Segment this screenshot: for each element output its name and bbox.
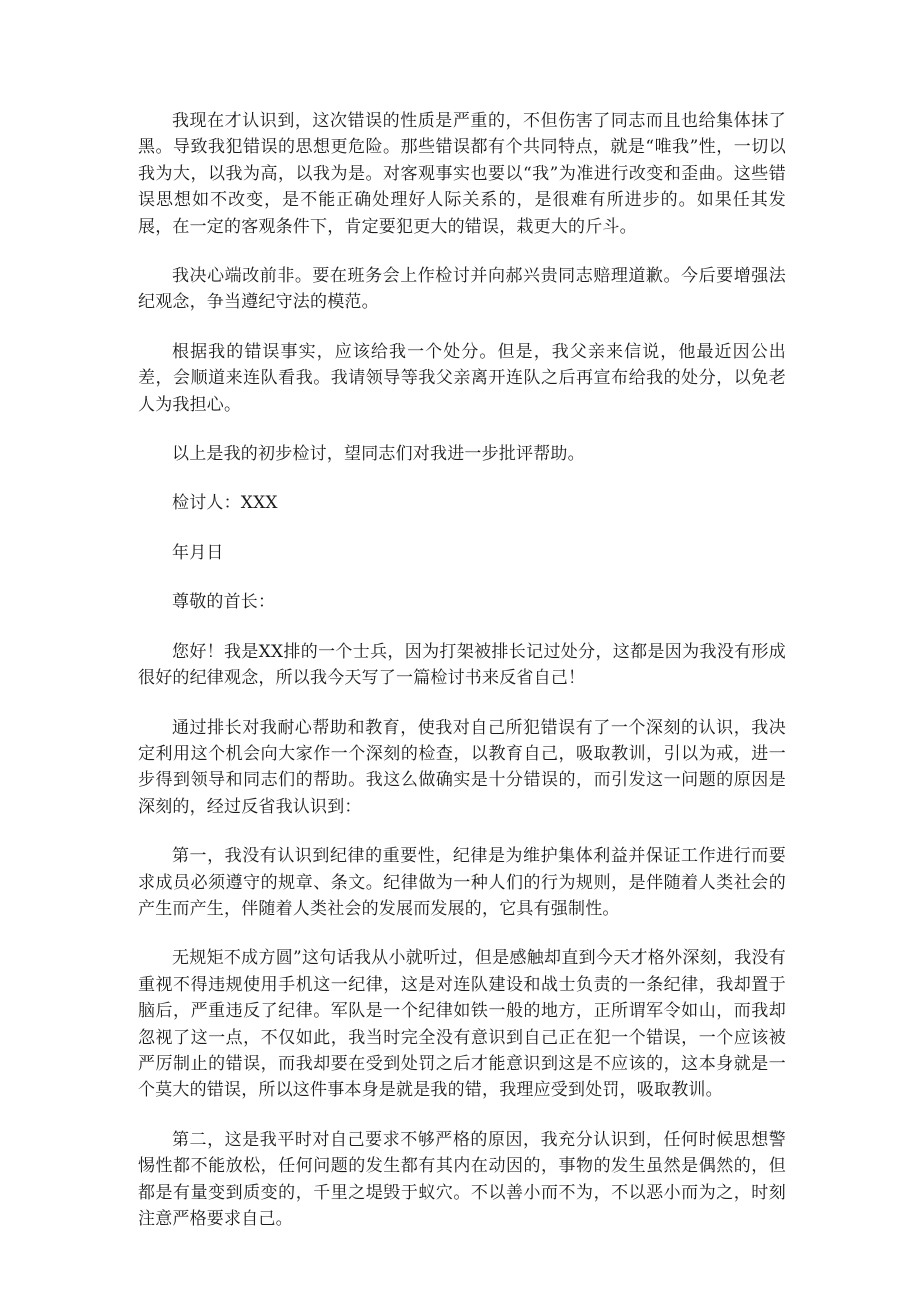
paragraph-first-point: 第一，我没有认识到纪律的重要性，纪律是为维护集体利益并保证工作进行而要求成员必须遵守的规章、条文。纪律做为一种人们的行为规则，是伴随着人类社会的产生而产生，伴随着人类社会的发展而发展的，它具有强制性。: [138, 846, 786, 919]
paragraph-second-point: 第二，这是我平时对自己要求不够严格的原因，我充分认识到，任何时候思想警惕性都不能放松，任何问题的发生都有其内在动因的，事物的发生虽然是偶然的，但都是有量变到质变的，千里之堤毁于蚁穴。不以善小而不为，不以恶小而为之，时刻注意严格要求自己。: [138, 1129, 786, 1229]
paragraph-reflection: 通过排长对我耐心帮助和教育，使我对自己所犯错误有了一个深刻的认识，我决定利用这个机会向大家作一个深刻的检查，以教育自己，吸取教训，引以为戒，进一步得到领导和同志们的帮助。我这么做确实是十分错误的，而引发这一问题的原因是深刻的，经过反省我认识到：: [138, 717, 786, 817]
date-line: 年月日: [172, 542, 224, 563]
paragraph-closing: 以上是我的初步检讨，望同志们对我进一步批评帮助。: [172, 444, 585, 465]
paragraph-greeting: 您好！我是XX排的一个士兵，因为打架被排长记过处分，这都是因为我没有形成很好的纪律观念，所以我今天写了一篇检讨书来反省自己！: [138, 641, 786, 689]
salutation: 尊敬的首长：: [172, 592, 276, 613]
paragraph-mistake-nature: 我现在才认识到，这次错误的性质是严重的，不但伤害了同志而且也给集体抹了黑。导致我犯错误的思想更危险。那些错误都有个共同特点，就是“唯我”性，一切以我为大，以我为高，以我为是。对客观事实也要以“我”为准进行改变和歪曲。这些错误思想如不改变，是不能正确处理好人际关系的，是很难有所进步的。如果任其发展，在一定的客观条件下，肯定要犯更大的错误，栽更大的斤斗。: [138, 111, 786, 237]
paragraph-punishment-request: 根据我的错误事实，应该给我一个处分。但是，我父亲来信说，他最近因公出差，会顺道来连队看我。我请领导等我父亲离开连队之后再宣布给我的处分，以免老人为我担心。: [138, 341, 786, 415]
paragraph-resolution: 我决心端改前非。要在班务会上作检讨并向郝兴贵同志赔理道歉。今后要增强法纪观念，争当遵纪守法的模范。: [138, 266, 786, 313]
document-body: [138, 108, 786, 1255]
paragraph-rules-quote: 无规矩不成方圆”这句话我从小就听过，但是感触却直到今天才格外深刻，我没有重视不得违规使用手机这一纪律，这是对连队建设和战士负责的一条纪律，我却置于脑后，严重违反了纪律。军队是一个纪律如铁一般的地方，正所谓军令如山，而我却忽视了这一点，不仅如此，我当时完全没有意识到自己正在犯一个错误，一个应该被严厉制止的错误，而我却要在受到处罚之后才能意识到这是不应该的，这本身就是一个莫大的错误，所以这件事本身是就是我的错，我理应受到处罚，吸取教训。: [138, 948, 786, 1101]
signature-line: 检讨人：XXX: [172, 493, 278, 514]
